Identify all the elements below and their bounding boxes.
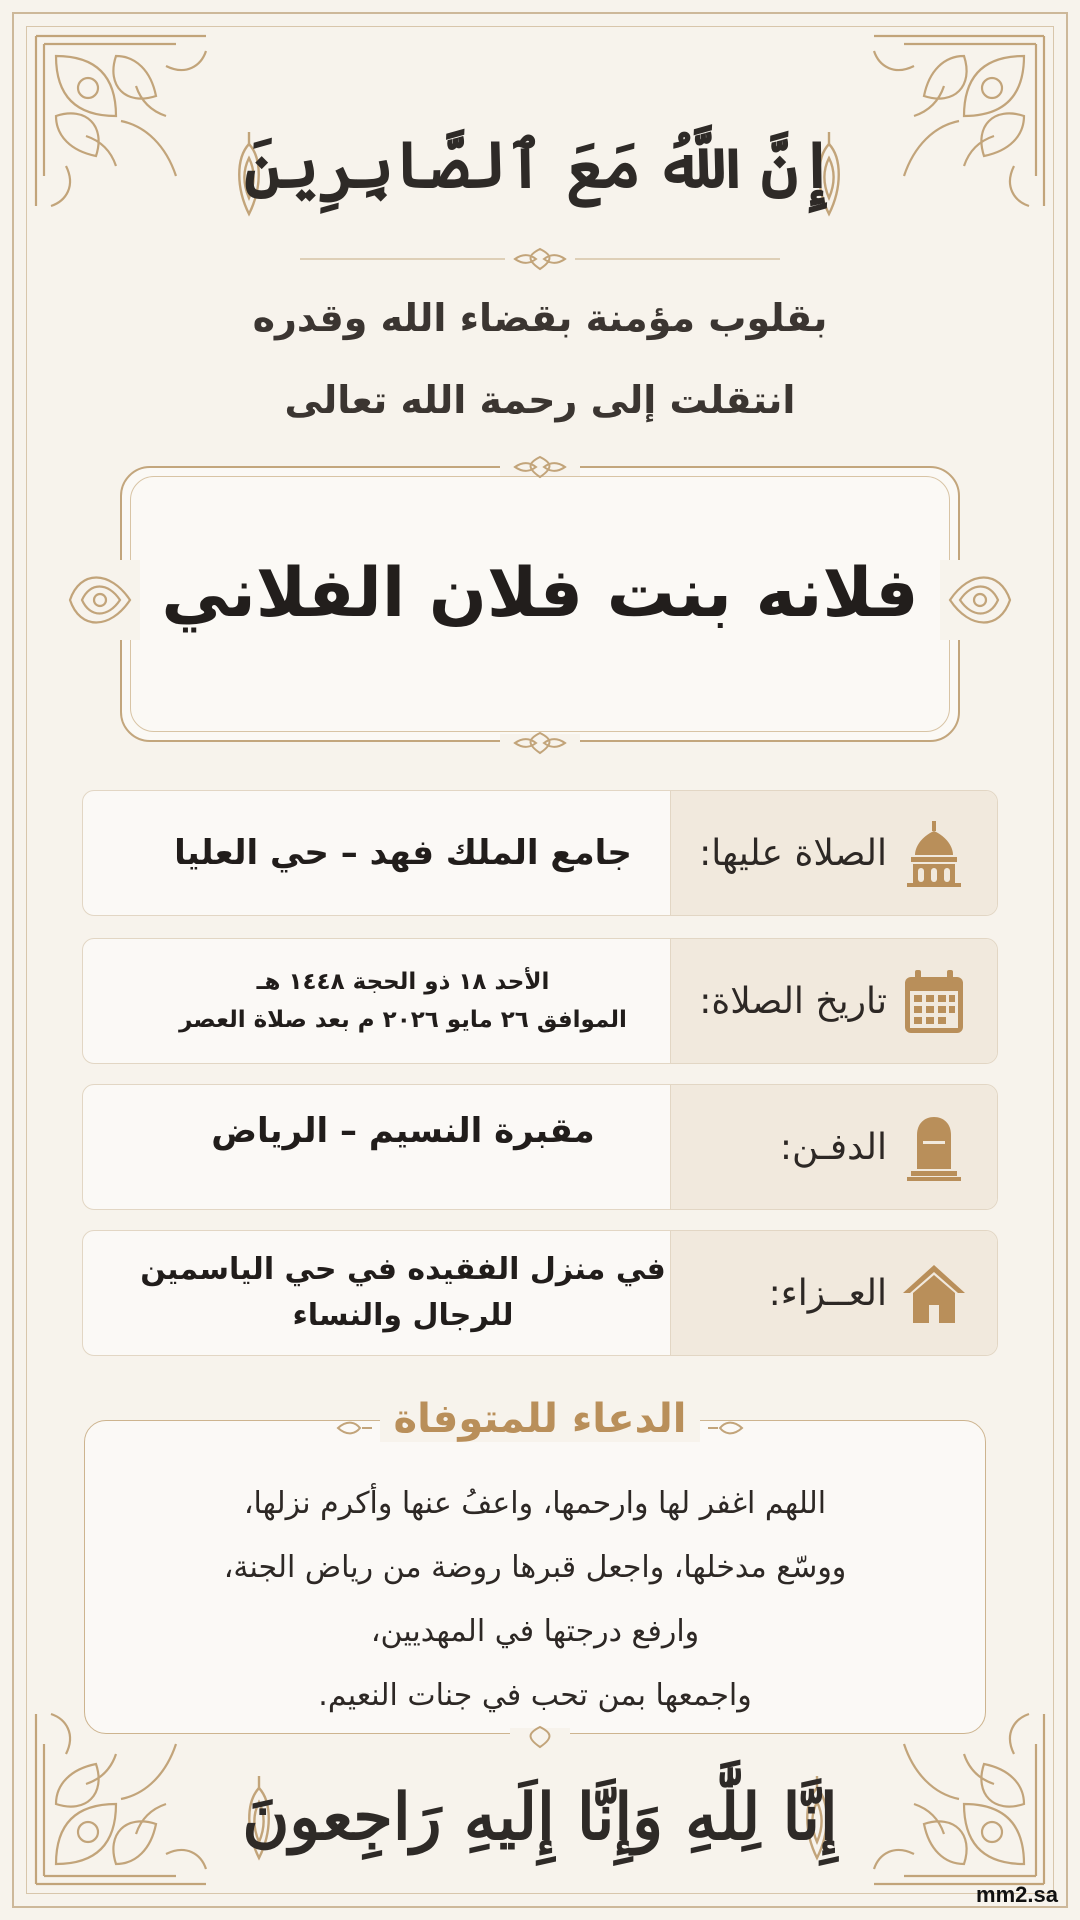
watermark: mm2.sa — [976, 1882, 1058, 1907]
info-value — [123, 791, 683, 915]
dua-text — [84, 1472, 986, 1728]
mosque-icon — [899, 819, 969, 889]
house-icon — [899, 1259, 969, 1329]
info-value-line: الموافق ٢٦ مايو ٢٠٢٦ م بعد صلاة العصر — [179, 1007, 627, 1033]
plate-bottom-ornament-icon — [300, 728, 780, 758]
info-value-line: للرجال والنساء — [292, 1298, 514, 1333]
dua-title-wrap — [0, 1396, 1080, 1443]
info-value-line: مقبرة النسيم – الرياض — [211, 1111, 595, 1151]
flourish-icon — [334, 1413, 374, 1443]
name-plate — [120, 466, 960, 742]
info-label: الصلاة عليها: — [699, 832, 887, 874]
info-row-condolence — [82, 1230, 998, 1356]
info-row-prayer — [82, 790, 998, 916]
bottom-verse: إِنَّا لِلَّٰهِ وَإِنَّا إِلَيهِ رَاجِعونَ — [242, 1780, 838, 1855]
info-label: تاريخ الصلاة: — [699, 980, 887, 1022]
info-value-line: في منزل الفقيده في حي الياسمين — [140, 1252, 666, 1287]
info-value — [123, 1085, 683, 1209]
info-value — [123, 1231, 683, 1355]
flourish-icon — [706, 1413, 746, 1443]
info-label: العــزاء: — [768, 1272, 887, 1314]
intro-line-1: بقلوب مؤمنة بقضاء الله وقدره — [252, 296, 828, 340]
dua-line: اللهم اغفر لها وارحمها، واعفُ عنها وأكرم نزلها، — [243, 1486, 827, 1521]
dua-line: وارفع درجتها في المهديين، — [370, 1614, 700, 1649]
intro-line-2: انتقلت إلى رحمة الله تعالى — [284, 378, 796, 422]
dua-line: ووسّع مدخلها، واجعل قبرها روضة من رياض الجنة، — [223, 1550, 847, 1585]
info-row-date — [82, 938, 998, 1064]
info-label: الدفـن: — [779, 1126, 887, 1168]
divider-ornament-icon — [300, 244, 780, 274]
info-row-burial — [82, 1084, 998, 1210]
info-value-line: جامع الملك فهد – حي العليا — [174, 833, 632, 873]
info-value-line: الأحد ١٨ ذو الحجة ١٤٤٨ هـ — [256, 969, 550, 995]
tombstone-icon — [899, 1113, 969, 1183]
plate-top-ornament-icon — [300, 452, 780, 482]
dua-title: الدعاء للمتوفاة — [380, 1396, 701, 1442]
info-value — [123, 939, 683, 1063]
dua-line: واجمعها بمن تحب في جنات النعيم. — [318, 1678, 752, 1713]
top-verse: إِنَّ اللَّهُ مَعَ ٱلصَّابِرِينَ — [244, 128, 836, 203]
deceased-name: فلانه بنت فلان الفلاني — [161, 554, 919, 633]
calendar-icon — [899, 967, 969, 1037]
dua-bottom-ornament-icon — [300, 1722, 780, 1752]
